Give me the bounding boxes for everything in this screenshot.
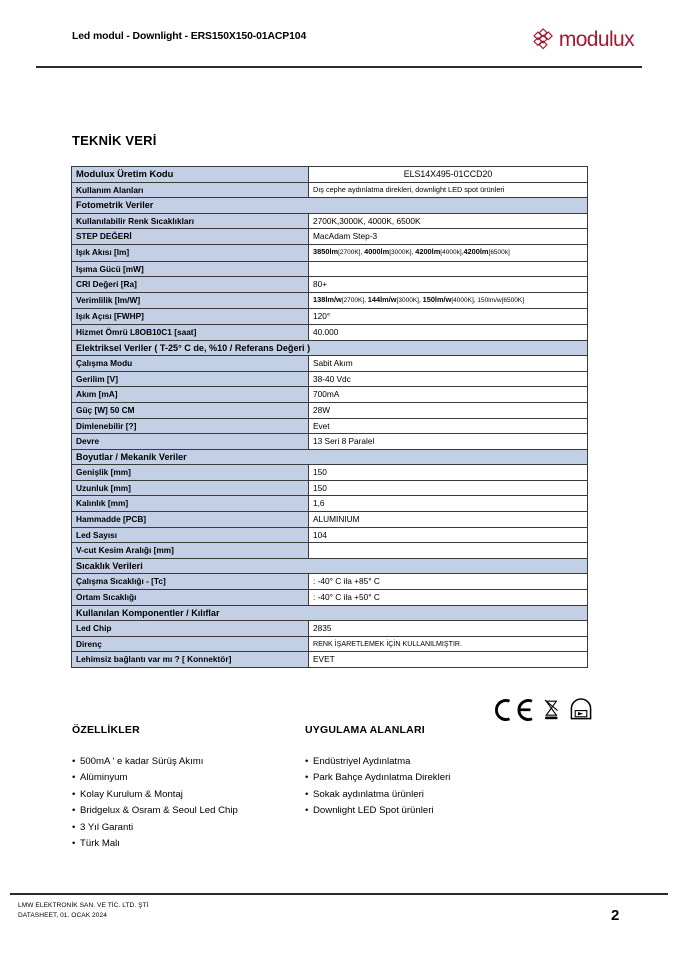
table-row-value: 38-40 Vdc (309, 371, 588, 387)
list-item: • Sokak aydınlatma ürünleri (305, 787, 555, 803)
table-row (72, 292, 588, 309)
footer-text (18, 901, 149, 920)
table-row-label: Modulux Üretim Kodu (72, 167, 309, 183)
table-row-label: Devre (72, 434, 309, 450)
table-row-value: 40.000 (309, 324, 588, 340)
table-row-label: CRI Değeri [Ra] (72, 277, 309, 293)
table-row-label: V-cut Kesim Aralığı [mm] (72, 543, 309, 559)
table-row (72, 465, 588, 481)
footer-document: DATASHEET, 01. OCAK 2024 (18, 911, 107, 919)
table-row-label: Led Chip (72, 621, 309, 637)
table-row (72, 449, 588, 465)
page-title: Led modul - Downlight - ERS150X150-01ACP104 (72, 31, 307, 42)
table-row (72, 182, 588, 198)
list-item: • Alüminyum (72, 770, 302, 786)
table-row (72, 371, 588, 387)
table-row-value: : -40° C ila +85° C (309, 574, 588, 590)
table-row-value: 2700K,3000K, 4000K, 6500K (309, 213, 588, 229)
features-section (72, 724, 302, 852)
table-row (72, 652, 588, 668)
applications-section (305, 724, 555, 820)
table-row-value: 700mA (309, 387, 588, 403)
list-item: • Downlight LED Spot ürünleri (305, 803, 555, 819)
packaging-recycling-mark-icon (569, 698, 593, 722)
table-row-label: Dimlenebilir [?] (72, 418, 309, 434)
list-item: • Kolay Kurulum & Montaj (72, 787, 302, 803)
table-row (72, 558, 588, 574)
technical-data-table-body (72, 167, 588, 668)
header-divider (36, 66, 642, 68)
table-row-value: Dış cephe aydınlatma direkleri, downlight LED spot ürünleri (309, 182, 588, 198)
table-row (72, 387, 588, 403)
table-row-label: Direnç (72, 636, 309, 652)
table-row-value: RENK İŞARETLEMEK İÇİN KULLANILMIŞTIR. (309, 636, 588, 652)
table-row (72, 574, 588, 590)
table-row-value: 28W (309, 402, 588, 418)
table-row (72, 324, 588, 340)
footer-company: LMW ELEKTRONİK SAN. VE TİC. LTD. ŞTİ (18, 902, 149, 909)
table-row (72, 309, 588, 325)
table-row-label: Kullanılabilir Renk Sıcaklıkları (72, 213, 309, 229)
table-row (72, 261, 588, 277)
table-section-header: Elektriksel Veriler ( T-25° C de, %10 / Referans Değeri ) (72, 340, 588, 356)
table-row-value: 150 (309, 465, 588, 481)
table-row-value: 1,6 (309, 496, 588, 512)
features-heading: ÖZELLİKLER (72, 724, 140, 736)
table-row (72, 244, 588, 261)
technical-data-heading: TEKNİK VERİ (72, 133, 157, 148)
table-row-value: Sabit Akım (309, 356, 588, 372)
table-row-label: STEP DEĞERİ (72, 229, 309, 245)
table-row (72, 356, 588, 372)
table-row-value: 150 (309, 480, 588, 496)
table-row-value (309, 261, 588, 277)
features-list (72, 754, 302, 852)
list-item: • 500mA ' e kadar Sürüş Akımı (72, 754, 302, 770)
table-row-value: ALUMINIUM (309, 512, 588, 528)
list-item: • Türk Malı (72, 836, 302, 852)
table-row (72, 198, 588, 214)
table-row-label: Ortam Sıcaklığı (72, 590, 309, 606)
brand-logo (532, 27, 634, 51)
table-section-header: Boyutlar / Mekanik Veriler (72, 449, 588, 465)
applications-list (305, 754, 555, 820)
table-row-label: Hammadde [PCB] (72, 512, 309, 528)
table-row-label: Gerilim [V] (72, 371, 309, 387)
table-row (72, 621, 588, 637)
table-row-label: Güç [W] 50 CM (72, 402, 309, 418)
table-row (72, 434, 588, 450)
table-row (72, 167, 588, 183)
brand-name: modulux (558, 27, 634, 51)
list-item: • 3 Yıl Garanti (72, 820, 302, 836)
table-row-value: EVET (309, 652, 588, 668)
ce-mark-icon (492, 698, 534, 722)
modulux-diamond-mark-icon (532, 27, 556, 51)
table-row-label: Işık Açısı [FWHP] (72, 309, 309, 325)
table-row-value: 104 (309, 527, 588, 543)
list-item: • Bridgelux & Osram & Seoul Led Chip (72, 803, 302, 819)
table-row-label: Verimlilik [lm/W] (72, 292, 309, 309)
table-row-label: Lehimsiz bağlantı var mı ? [ Konnektör] (72, 652, 309, 668)
table-row-label: Çalışma Sıcaklığı - [Tc] (72, 574, 309, 590)
table-row-value: 120° (309, 309, 588, 325)
table-row (72, 636, 588, 652)
table-row (72, 402, 588, 418)
table-row-value: ELS14X495-01CCD20 (309, 167, 588, 183)
table-row (72, 340, 588, 356)
table-row-label: Uzunluk [mm] (72, 480, 309, 496)
table-row (72, 512, 588, 528)
table-row (72, 229, 588, 245)
table-section-header: Kullanılan Komponentler / Kılıflar (72, 605, 588, 621)
table-row-label: Genişlik [mm] (72, 465, 309, 481)
table-row (72, 605, 588, 621)
table-row-value: 138lm/w[2700K], 144lm/w[3000K], 150lm/w[4000K], 150lm/w[6500K] (309, 292, 588, 309)
table-row-value: 80+ (309, 277, 588, 293)
list-item: • Park Bahçe Aydınlatma Direkleri (305, 770, 555, 786)
table-section-header: Sıcaklık Verileri (72, 558, 588, 574)
table-row-value: Evet (309, 418, 588, 434)
weee-crossed-out-bin-icon (543, 698, 560, 722)
certification-marks (492, 698, 593, 722)
table-row (72, 527, 588, 543)
table-row (72, 496, 588, 512)
table-row-label: Işıma Gücü [mW] (72, 261, 309, 277)
table-row (72, 213, 588, 229)
table-row (72, 277, 588, 293)
table-row-value: 3850lm[2700K], 4000lm[3000K], 4200lm[4000k],4200lm[6500k] (309, 244, 588, 261)
document-header (0, 0, 678, 68)
table-row-label: Led Sayısı (72, 527, 309, 543)
table-row (72, 590, 588, 606)
applications-heading: UYGULAMA ALANLARI (305, 724, 425, 736)
table-row-label: Kullanım Alanları (72, 182, 309, 198)
page-number: 2 (611, 907, 620, 924)
table-row (72, 418, 588, 434)
table-row-label: Akım [mA] (72, 387, 309, 403)
table-row-value: MacAdam Step-3 (309, 229, 588, 245)
list-item: • Endüstriyel Aydınlatma (305, 754, 555, 770)
table-row-label: Kalınlık [mm] (72, 496, 309, 512)
table-row-value (309, 543, 588, 559)
footer-divider (10, 893, 668, 895)
table-row (72, 543, 588, 559)
table-row-value: : -40° C ila +50° C (309, 590, 588, 606)
table-row-label: Işık Akısı [lm] (72, 244, 309, 261)
table-row-value: 13 Seri 8 Paralel (309, 434, 588, 450)
table-row-label: Çalışma Modu (72, 356, 309, 372)
technical-data-table (71, 166, 588, 668)
table-row-value: 2835 (309, 621, 588, 637)
table-section-header: Fotometrik Veriler (72, 198, 588, 214)
table-row-label: Hizmet Ömrü L8OB10C1 [saat] (72, 324, 309, 340)
table-row (72, 480, 588, 496)
